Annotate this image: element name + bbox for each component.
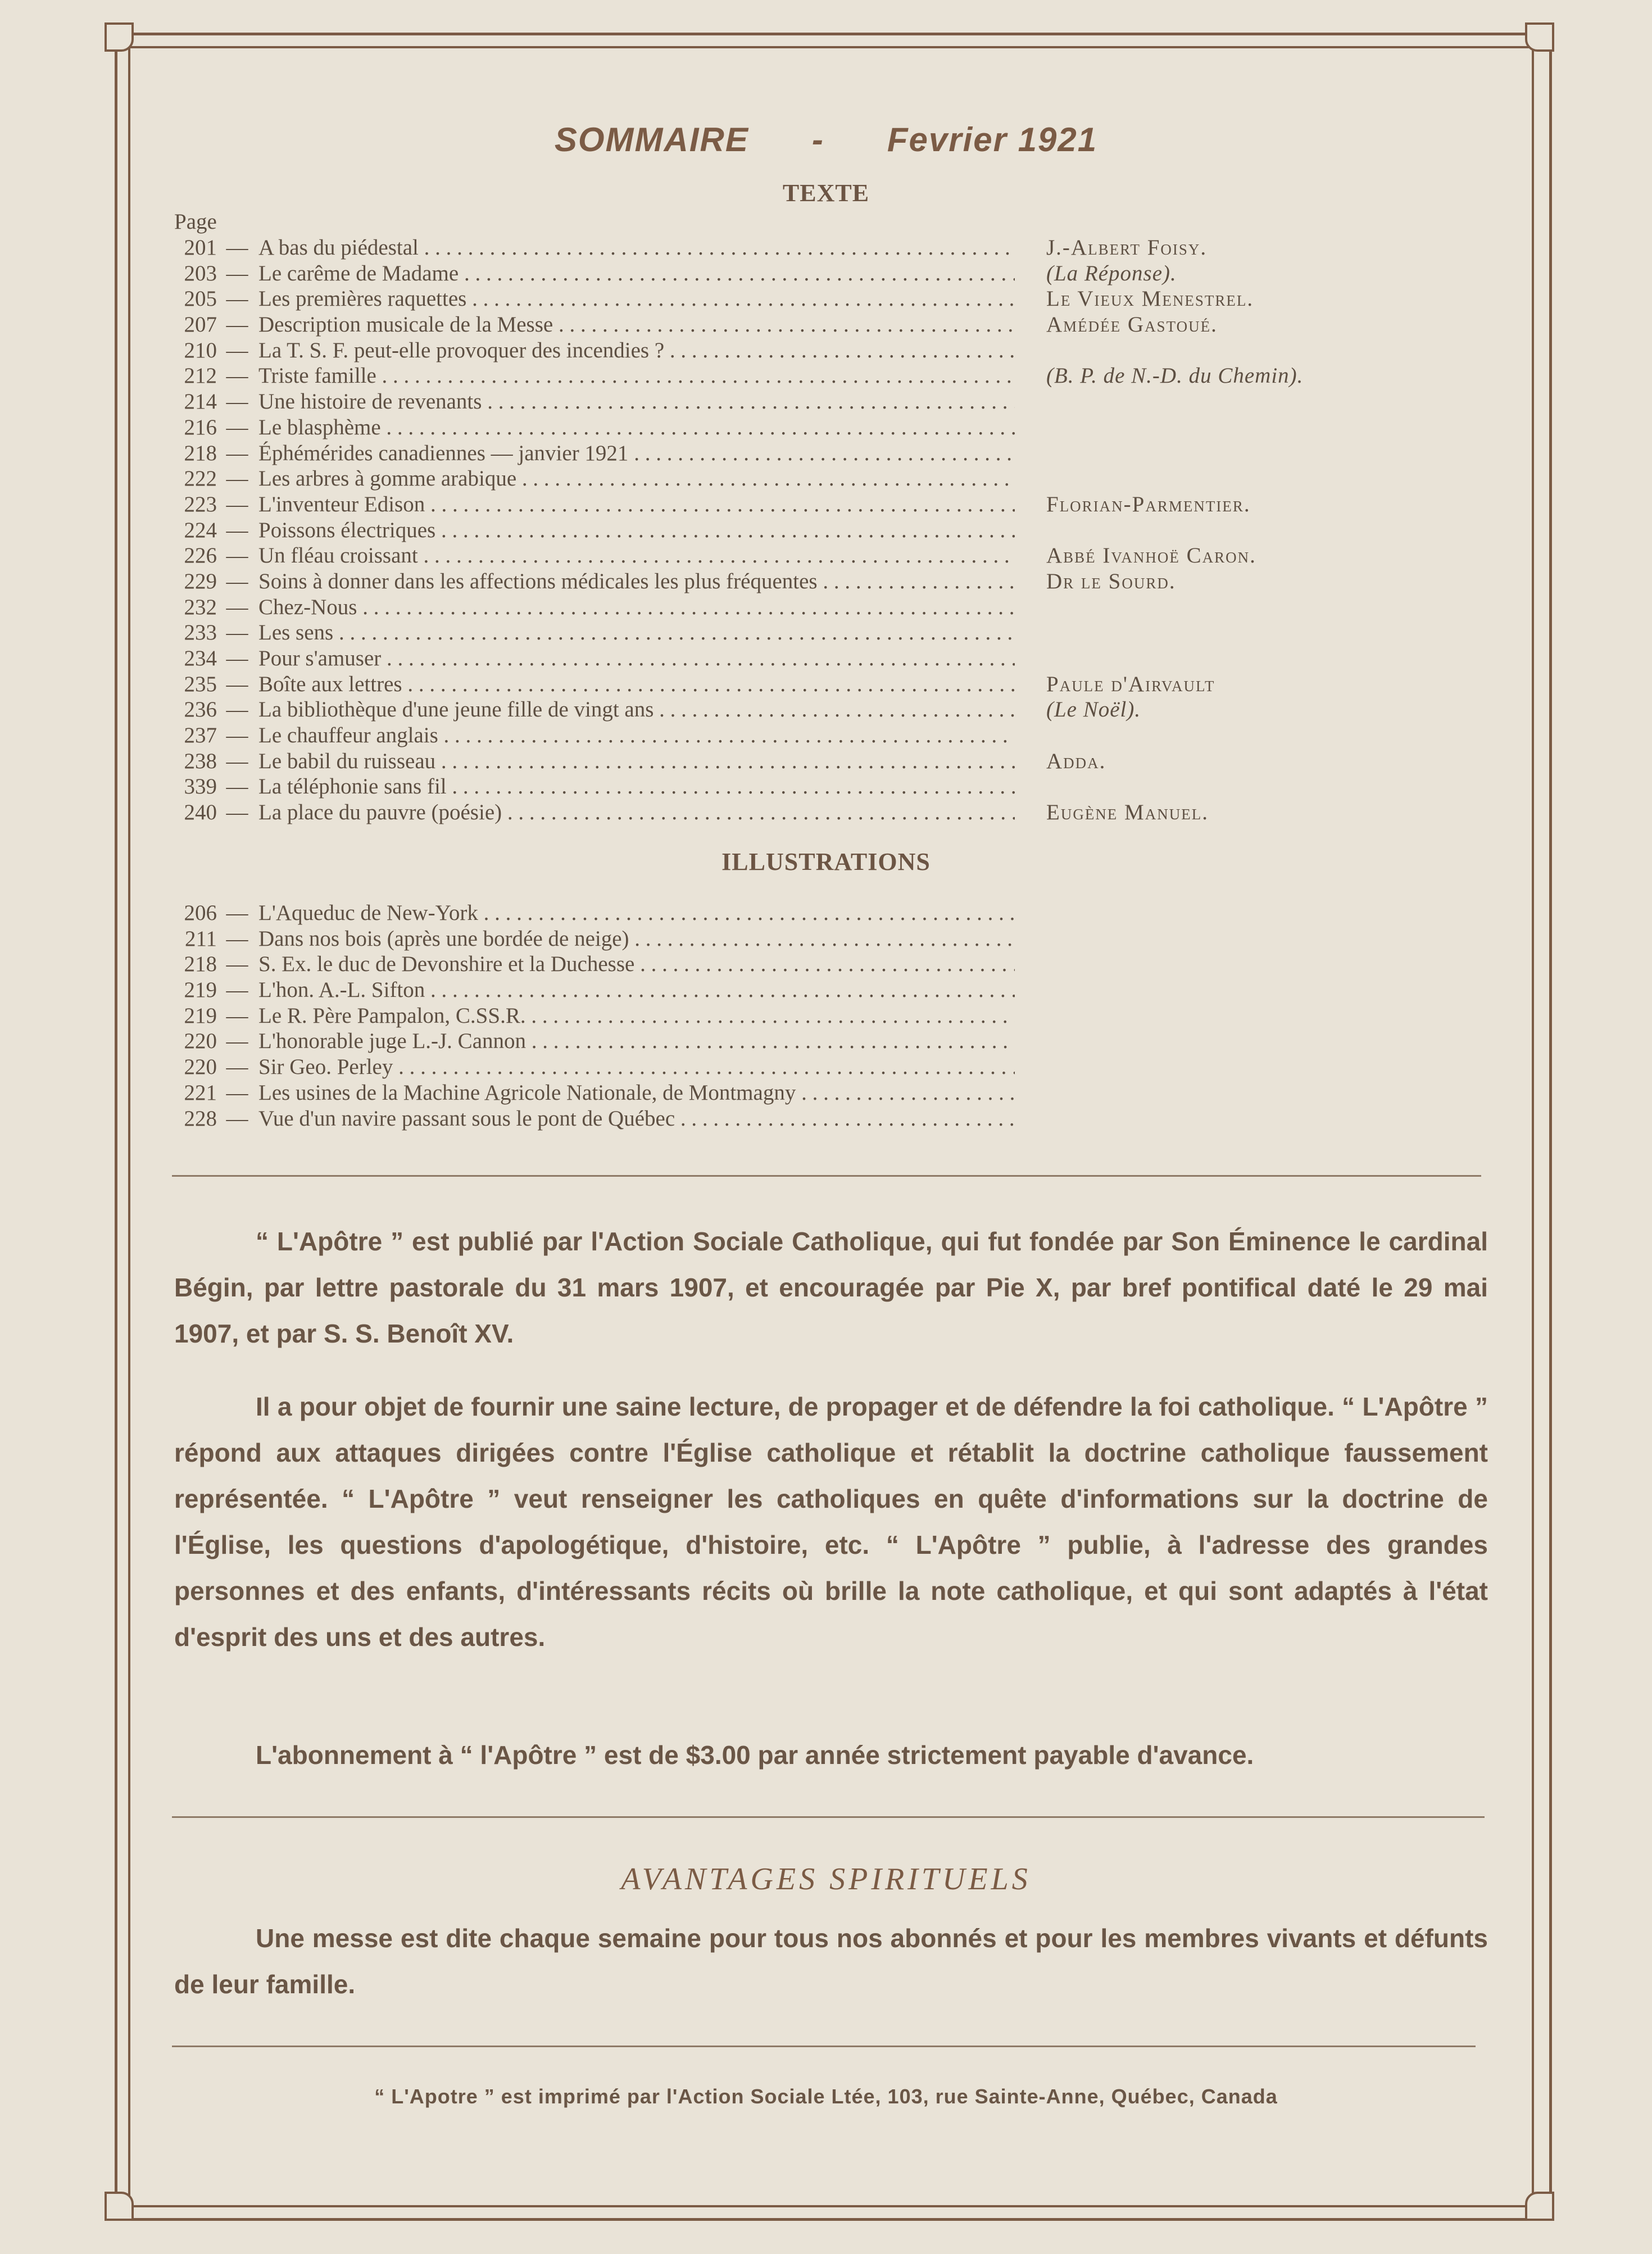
toc-title: Boîte aux lettres . . . (258, 672, 1015, 697)
toc-page-number: 219 (184, 978, 217, 1003)
toc-dash: — (226, 901, 248, 925)
toc-entry (172, 900, 1015, 926)
corner-ornament (1525, 22, 1554, 52)
toc-page-number: 205 (184, 287, 217, 311)
toc-entry (172, 1080, 1015, 1106)
toc-title: Le babil du ruisseau . . . (258, 749, 1015, 774)
toc-entry (172, 697, 1141, 723)
corner-ornament (105, 2192, 134, 2221)
toc-dash: — (226, 800, 248, 825)
toc-page-number: 236 (184, 697, 217, 722)
toc-title: Chez-Nous . . . (258, 595, 1015, 620)
toc-dash: — (226, 518, 248, 542)
toc-entry (172, 1028, 1015, 1054)
toc-page-number: 224 (184, 518, 217, 542)
toc-title: Les usines de la Machine Agricole Nationale, de Montmagny . . . (258, 1080, 1015, 1106)
toc-dash: — (226, 364, 248, 388)
toc-title: La place du pauvre (poésie) . . . (258, 800, 1015, 826)
toc-title: S. Ex. le duc de Devonshire et la Duchesse . . . (258, 951, 1015, 977)
toc-dash: — (226, 415, 248, 439)
toc-entry (172, 286, 1254, 312)
toc-dash: — (226, 1055, 248, 1080)
toc-entry (172, 1054, 1015, 1080)
divider (172, 2046, 1476, 2047)
toc-title: Sir Geo. Perley . . . (258, 1054, 1015, 1080)
toc-author: Adda. (1046, 749, 1106, 773)
toc-page-number: 238 (184, 749, 217, 773)
toc-title: Éphémérides canadiennes — janvier 1921 . . . (258, 441, 1015, 466)
toc-title: Le R. Père Pampalon, C.SS.R. . . . (258, 1003, 1015, 1029)
toc-entry (172, 926, 1015, 952)
divider (172, 1816, 1485, 1818)
toc-dash: — (226, 1003, 248, 1028)
toc-title: Pour s'amuser . . . (258, 646, 1015, 672)
toc-page-number: 233 (184, 620, 217, 645)
toc-entry (172, 595, 1015, 620)
toc-entry (172, 338, 1015, 364)
toc-dash: — (226, 492, 248, 516)
toc-page-number: 212 (184, 364, 217, 388)
toc-page-number: 220 (184, 1055, 217, 1080)
toc-author: Dr le Sourd. (1046, 569, 1176, 593)
toc-title: A bas du piédestal . . . (258, 235, 1015, 261)
toc-title: Poissons électriques . . . (258, 518, 1015, 543)
corner-ornament (1525, 2192, 1554, 2221)
texte-heading: TEXTE (782, 179, 870, 207)
toc-title: Triste famille . . . (258, 363, 1015, 389)
corner-ornament (105, 22, 134, 52)
toc-entry (172, 646, 1015, 672)
toc-page-number: 214 (184, 389, 217, 414)
toc-title: Le chauffeur anglais . . . (258, 723, 1015, 749)
toc-dash: — (226, 543, 248, 568)
toc-dash: — (226, 774, 248, 799)
toc-title: L'hon. A.-L. Sifton . . . (258, 977, 1015, 1003)
toc-page-number: 226 (184, 543, 217, 568)
toc-dash: — (226, 1106, 248, 1131)
toc-entry (172, 415, 1015, 441)
toc-entry (172, 749, 1106, 774)
toc-author: Abbé Ivanhoë Caron. (1046, 543, 1256, 568)
toc-entry (172, 569, 1176, 595)
toc-dash: — (226, 978, 248, 1003)
toc-entry (172, 1106, 1015, 1132)
toc-dash: — (226, 312, 248, 337)
toc-dash: — (226, 723, 248, 748)
footer-imprint: “ L'Apotre ” est imprimé par l'Action Sociale Ltée, 103, rue Sainte-Anne, Québec, Canada (374, 2085, 1278, 2108)
toc-page-number: 339 (184, 774, 217, 799)
toc-dash: — (226, 646, 248, 670)
toc-title: L'honorable juge L.-J. Cannon . . . (258, 1028, 1015, 1054)
toc-author: (La Réponse). (1046, 261, 1177, 285)
toc-author: Paule d'Airvault (1046, 672, 1215, 696)
toc-author: Eugène Manuel. (1046, 800, 1209, 825)
toc-page-number: 223 (184, 492, 217, 516)
illustrations-heading: ILLUSTRATIONS (721, 848, 931, 876)
toc-page-number: 240 (184, 800, 217, 825)
toc-entry (172, 261, 1177, 287)
toc-page-number: 237 (184, 723, 217, 748)
toc-title: Les premières raquettes . . . (258, 286, 1015, 312)
toc-page-number: 211 (184, 926, 217, 951)
toc-page-number: 222 (184, 466, 217, 491)
toc-entry (172, 723, 1015, 749)
toc-author: Florian-Parmentier. (1046, 492, 1251, 516)
toc-author: (Le Noël). (1046, 697, 1141, 722)
toc-page-number: 207 (184, 312, 217, 337)
toc-title: La téléphonie sans fil . . . (258, 774, 1015, 800)
toc-dash: — (226, 466, 248, 491)
toc-title: Un fléau croissant . . . (258, 543, 1015, 569)
toc-author: Le Vieux Menestrel. (1046, 287, 1254, 311)
purpose-paragraph: Il a pour objet de fournir une saine lecture, de propager et de défendre la foi catholique. “ L'Apôtre ” répond aux attaques dirigées contre l'Église catholique et rétablit la doctrine catholique faussement représentée. “ L'Apôtre ” veut renseigner les catholiques en quête d'informations sur la doctrine de l'Église, les questions d'apologétique, d'histoire, etc. “ L'Apôtre ” publie, à l'adresse des grandes personnes et des enfants, d'intéressants récits où brille la note catholique, et qui sont adaptés à l'état d'esprit des uns et des autres. (174, 1392, 1488, 1652)
toc-dash: — (226, 697, 248, 722)
toc-page-number: 219 (184, 1003, 217, 1028)
toc-entry (172, 466, 1015, 492)
toc-title: L'inventeur Edison . . . (258, 492, 1015, 518)
toc-page-number: 201 (184, 235, 217, 260)
toc-title: Les sens . . . (258, 620, 1015, 646)
toc-page-number: 234 (184, 646, 217, 670)
toc-entry (172, 951, 1015, 977)
toc-dash: — (226, 1029, 248, 1054)
toc-page-number: 210 (184, 338, 217, 362)
avantages-paragraph: Une messe est dite chaque semaine pour tous nos abonnés et pour les membres vivants et défunts de leur famille. (174, 1924, 1488, 1999)
page-title: SOMMAIRE - Fevrier 1921 (554, 121, 1098, 158)
toc-dash: — (226, 1080, 248, 1105)
toc-title: L'Aqueduc de New-York . . . (258, 900, 1015, 926)
toc-page-number: 206 (184, 901, 217, 925)
toc-entry (172, 1003, 1015, 1029)
toc-title: Dans nos bois (après une bordée de neige) . . . (258, 926, 1015, 952)
toc-author: (B. P. de N.-D. du Chemin). (1046, 364, 1304, 388)
toc-dash: — (226, 569, 248, 593)
toc-author: J.-Albert Foisy. (1046, 235, 1208, 260)
toc-dash: — (226, 261, 248, 285)
toc-entry (172, 235, 1208, 261)
toc-page-number: 228 (184, 1106, 217, 1131)
toc-dash: — (226, 620, 248, 645)
toc-entry (172, 800, 1209, 826)
toc-entry (172, 312, 1218, 338)
illustrations-toc (172, 900, 1015, 1131)
toc-title: Les arbres à gomme arabique . . . (258, 466, 1015, 492)
toc-author: Amédée Gastoué. (1046, 312, 1218, 337)
toc-entry (172, 389, 1015, 415)
toc-page-number: 218 (184, 441, 217, 465)
toc-entry (172, 518, 1015, 543)
toc-dash: — (226, 952, 248, 977)
toc-entry (172, 672, 1215, 697)
toc-page-number: 235 (184, 672, 217, 696)
toc-dash: — (226, 441, 248, 465)
toc-title: Description musicale de la Messe . . . (258, 312, 1015, 338)
toc-title: Une histoire de revenants . . . (258, 389, 1015, 415)
texte-toc (172, 235, 1304, 826)
toc-title: Vue d'un navire passant sous le pont de Québec . . . (258, 1106, 1015, 1132)
subscription-paragraph: L'abonnement à “ l'Apôtre ” est de $3.00 par année strictement payable d'avance. (256, 1740, 1254, 1770)
toc-title: La T. S. F. peut-elle provoquer des incendies ? . . . (258, 338, 1015, 364)
toc-page-number: 216 (184, 415, 217, 439)
toc-title: Soins à donner dans les affections médicales les plus fréquentes . . . (258, 569, 1015, 595)
publisher-paragraph: “ L'Apôtre ” est publié par l'Action Sociale Catholique, qui fut fondée par Son Éminence le cardinal Bégin, par lettre pastorale du 31 mars 1907, et encouragée par Pie X, par bref pontifical daté le 29 mai 1907, et par S. S. Benoît XV. (174, 1227, 1488, 1348)
toc-dash: — (226, 672, 248, 696)
avantages-heading: AVANTAGES SPIRITUELS (621, 1862, 1031, 1897)
toc-title: La bibliothèque d'une jeune fille de vingt ans . . . (258, 697, 1015, 723)
page-column-label: Page (174, 210, 217, 234)
toc-dash: — (226, 338, 248, 362)
toc-entry (172, 774, 1015, 800)
toc-dash: — (226, 389, 248, 414)
toc-dash: — (226, 235, 248, 260)
toc-entry (172, 543, 1256, 569)
toc-entry (172, 977, 1015, 1003)
toc-title: Le blasphème . . . (258, 415, 1015, 441)
toc-dash: — (226, 595, 248, 619)
toc-page-number: 203 (184, 261, 217, 285)
toc-entry (172, 441, 1015, 466)
toc-title: Le carême de Madame . . . (258, 261, 1015, 287)
toc-entry (172, 363, 1304, 389)
toc-page-number: 218 (184, 952, 217, 977)
toc-dash: — (226, 749, 248, 773)
toc-page-number: 220 (184, 1029, 217, 1054)
toc-page-number: 229 (184, 569, 217, 593)
toc-dash: — (226, 287, 248, 311)
toc-page-number: 221 (184, 1080, 217, 1105)
toc-entry (172, 492, 1251, 518)
toc-dash: — (226, 926, 248, 951)
divider (172, 1175, 1481, 1177)
toc-page-number: 232 (184, 595, 217, 619)
toc-entry (172, 620, 1015, 646)
